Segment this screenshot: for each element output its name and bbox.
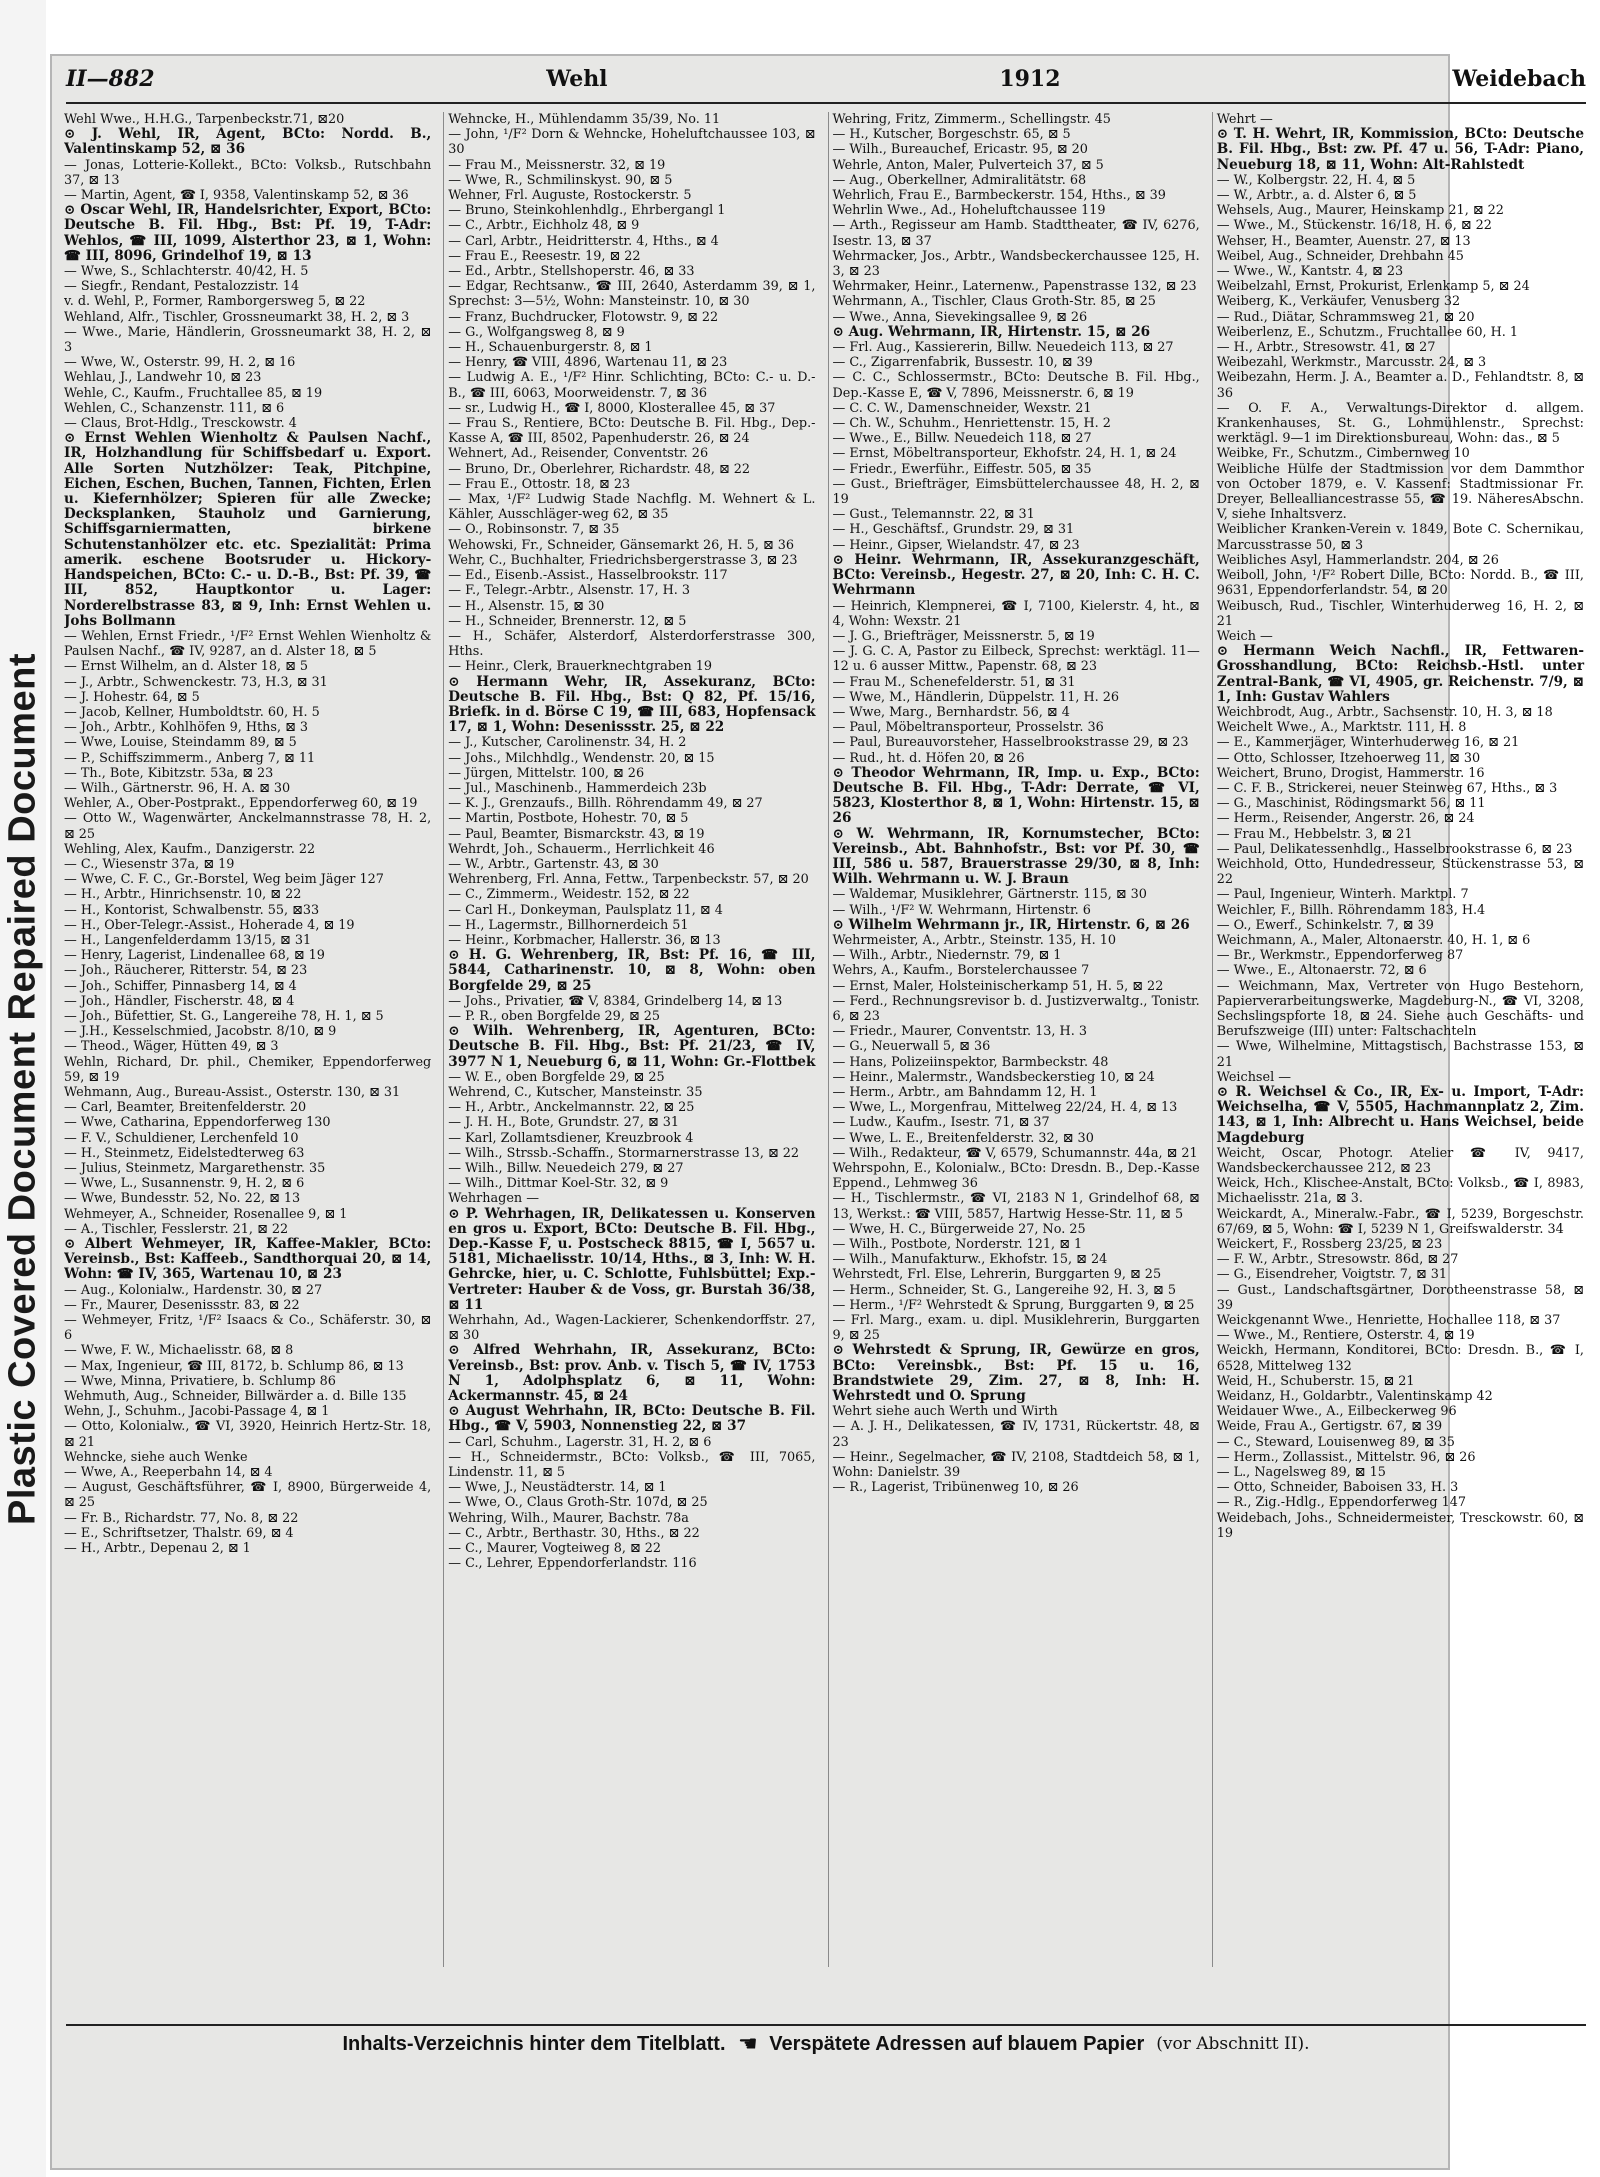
directory-entry: — O. F. A., Verwaltungs-Direktor d. allgem. Krankenhauses, St. G., Lohmühlenstr., Sprechst: werktägl. 9—1 im Direktionsbureau, Wohn: das., ⊠ 5 [1216, 400, 1584, 447]
directory-entry: — Heinr., Gipser, Wielandstr. 47, ⊠ 23 [832, 537, 1080, 553]
directory-entry: — H., Ober-Telegr.-Assist., Hoherade 4, ⊠ 19 [64, 917, 355, 933]
directory-entry: — C., Zigarrenfabrik, Bussestr. 10, ⊠ 39 [832, 355, 1093, 371]
directory-entry: — Bruno, Steinkohlenhdlg., Ehrbergangl 1 [448, 203, 726, 219]
directory-entry: — Fr., Maurer, Desenissstr. 83, ⊠ 22 [64, 1297, 300, 1313]
directory-entry: — Wehmeyer, Fritz, ¹/F² Isaacs & Co., Schäferstr. 30, ⊠ 6 [64, 1313, 432, 1344]
directory-entry: — Wwe, Wilhelmine, Mittagstisch, Bachstrasse 153, ⊠ 21 [1216, 1039, 1584, 1070]
directory-entry: — Paul, Delikatessenhdlg., Hasselbrookstrasse 6, ⊠ 23 [1216, 841, 1573, 857]
directory-entry: Wehle, C., Kaufm., Fruchtallee 85, ⊠ 19 [64, 385, 323, 401]
directory-entry: Wehncke, H., Mühlendamm 35/39, No. 11 [448, 112, 721, 127]
directory-entry: — Ed., Arbtr., Stellshoperstr. 46, ⊠ 33 [448, 264, 695, 280]
directory-entry: ⊙ W. Wehrmann, IR, Kornumstecher, BCto: Vereinsb., Abt. Bahnhofstr., Bst: vor Pf. 30, ☎ III, 586 u. 587, Brauerstrasse 29/30, ⊠ 8, Inh: Wilh. Wehrmann u. W. J. Braun [832, 825, 1200, 888]
directory-entry: Wehrstedt, Frl. Else, Lehrerin, Burggarten 9, ⊠ 25 [832, 1267, 1162, 1283]
directory-entry: — Wwe, H. C., Bürgerweide 27, No. 25 [832, 1221, 1086, 1237]
directory-entry: — C., Steward, Louisenweg 89, ⊠ 35 [1216, 1434, 1455, 1450]
directory-entry: — Wilh., Bureauchef, Ericastr. 95, ⊠ 20 [832, 142, 1088, 158]
directory-entry: — Paul, Möbeltransporteur, Prosselstr. 36 [832, 720, 1104, 736]
directory-entry: Wehrmacker, Jos., Arbtr., Wandsbeckerchaussee 125, H. 3, ⊠ 23 [832, 248, 1200, 280]
directory-entry: — Jonas, Lotterie-Kollekt., BCto: Volksb., Rutschbahn 37, ⊠ 13 [64, 157, 432, 188]
footer-late-addresses-note: Verspätete Adressen auf blauem Papier [769, 2032, 1145, 2055]
directory-entry: Weibel, Aug., Schneider, Drehbahn 45 [1216, 248, 1464, 264]
directory-entry: — Aug., Kolonialw., Hardenstr. 30, ⊠ 27 [64, 1282, 323, 1298]
directory-entry: — Joh., Büfettier, St. G., Langereihe 78, H. 1, ⊠ 5 [64, 1008, 384, 1024]
directory-entry: Wehr, C., Buchhalter, Friedrichsbergerstrasse 3, ⊠ 23 [448, 552, 798, 568]
directory-entry: Wehrhahn, Ad., Wagen-Lackierer, Schenkendorffstr. 27, ⊠ 30 [448, 1313, 816, 1344]
directory-entry: — Th., Bote, Kibitzstr. 53a, ⊠ 23 [64, 765, 274, 781]
directory-entry: ⊙ P. Wehrhagen, IR, Delikatessen u. Konserven en gros u. Export, BCto: Deutsche B. Fil. Hbg., Dep.-Kasse F, u. Postscheck 8815, ☎ I, 5657 u. 5181, Michaelisstr. 10/14, Hths., ⊠ 3, Inh: W. H. Gehrcke, hier, u. C. Schlotte, Fuhlsbüttel; Exp.-Vertreter: Hauber & de Voss, gr. Burstah 36/38, ⊠ 11 [448, 1205, 816, 1313]
page-number: II—882 [66, 66, 155, 92]
directory-entry: — Johs., Privatier, ☎ V, 8384, Grindelberg 14, ⊠ 13 [448, 993, 783, 1009]
directory-entry: — Rud., Diätar, Schrammsweg 21, ⊠ 20 [1216, 309, 1475, 325]
directory-entry: Weickh, Hermann, Konditorei, BCto: Dresdn. B., ☎ I, 6528, Mittelweg 132 [1216, 1343, 1584, 1374]
directory-entry: Weibelzahl, Ernst, Prokurist, Erlenkamp 5, ⊠ 24 [1216, 279, 1530, 295]
directory-entry: — Wwe, S., Schlachterstr. 40/42, H. 5 [64, 264, 309, 280]
directory-entry: — J.H., Kesselschmied, Jacobstr. 8/10, ⊠ 9 [64, 1024, 337, 1040]
directory-entry: Wehrlich, Frau E., Barmbeckerstr. 154, Hths., ⊠ 39 [832, 188, 1166, 204]
directory-entry: Wehsels, Aug., Maurer, Heinskamp 21, ⊠ 22 [1216, 203, 1504, 219]
directory-entry: — Wilh., Dittmar Koel-Str. 32, ⊠ 9 [448, 1176, 669, 1192]
spine-text: Plastic Covered Document Repaired Document [1, 652, 44, 1525]
directory-entry: — Paul, Bureauvorsteher, Hasselbrookstrasse 29, ⊠ 23 [832, 735, 1189, 751]
directory-entry: — L., Nagelsweg 89, ⊠ 15 [1216, 1465, 1386, 1481]
directory-entry: — F. V., Schuldiener, Lerchenfeld 10 [64, 1130, 299, 1146]
directory-entry: Weichhold, Otto, Hundedresseur, Stückenstrasse 53, ⊠ 22 [1216, 856, 1584, 888]
directory-entry: — H., Steinmetz, Eidelstedterweg 63 [64, 1145, 305, 1161]
directory-column [1212, 112, 1588, 1967]
directory-entry: — R., Lagerist, Tribünenweg 10, ⊠ 26 [832, 1480, 1079, 1496]
directory-entry: — Martin, Agent, ☎ I, 9358, Valentinskamp 52, ⊠ 36 [64, 188, 409, 204]
directory-entry: — C., Arbtr., Eichholz 48, ⊠ 9 [448, 218, 640, 234]
directory-entry: — E., Kammerjäger, Winterhuderweg 16, ⊠ 21 [1216, 735, 1520, 751]
directory-entry: — Joh., Händler, Fischerstr. 48, ⊠ 4 [64, 993, 295, 1009]
directory-entry: Wehlau, J., Landwehr 10, ⊠ 23 [64, 370, 262, 386]
directory-entry: — Otto, Kolonialw., ☎ VI, 3920, Heinrich Hertz-Str. 18, ⊠ 21 [64, 1419, 432, 1450]
directory-entry: ⊙ H. G. Wehrenberg, IR, Bst: Pf. 16, ☎ III, 5844, Catharinenstr. 10, ⊠ 8, Wohn: oben Borgfelde 29, ⊠ 25 [448, 947, 816, 994]
directory-entry: Weichler, F., Billh. Röhrendamm 183, H.4 [1216, 902, 1486, 918]
directory-column [64, 112, 435, 1967]
directory-entry: ⊙ Hermann Weich Nachfl., IR, Fettwaren-Grosshandlung, BCto: Reichsb.-Hstl. unter Zentral-Bank, ☎ VI, 4905, gr. Reichenstr. 7/9, ⊠ 1, Inh: Gustav Wahlers [1216, 643, 1584, 705]
directory-entry: Wehring, Fritz, Zimmerm., Schellingstr. 45 [832, 112, 1111, 127]
directory-entry: — J. G., Briefträger, Meissnerstr. 5, ⊠ 19 [832, 628, 1095, 644]
directory-entry: Wehlen, C., Schanzenstr. 111, ⊠ 6 [64, 400, 285, 416]
directory-entry: Weicht, Oscar, Photogr. Atelier ☎ IV, 9417, Wandsbeckerchaussee 212, ⊠ 23 [1216, 1145, 1584, 1177]
directory-entry: Weid, H., Schuberstr. 15, ⊠ 21 [1216, 1373, 1415, 1389]
directory-entry: — Friedr., Maurer, Conventstr. 13, H. 3 [832, 1024, 1087, 1040]
directory-entry: — Paul, Beamter, Bismarckstr. 43, ⊠ 19 [448, 826, 705, 842]
footer-index-note: Inhalts-Verzeichnis hinter dem Titelblatt. [342, 2032, 726, 2055]
directory-entry: — H., Schneidermstr., BCto: Volksb., ☎ III, 7065, Lindenstr. 11, ⊠ 5 [448, 1449, 816, 1481]
directory-entry: — Frau M., Hebbelstr. 3, ⊠ 21 [1216, 826, 1413, 842]
directory-entry: Weidebach, Johs., Schneidermeister, Tresckowstr. 60, ⊠ 19 [1216, 1510, 1584, 1541]
directory-entry: — Carl H., Donkeyman, Paulsplatz 11, ⊠ 4 [448, 902, 723, 918]
directory-entry: Weibke, Fr., Schutzm., Cimbernweg 10 [1216, 446, 1470, 462]
directory-entry: — G., Maschinist, Rödingsmarkt 56, ⊠ 11 [1216, 796, 1486, 812]
directory-entry: — G., Eisendreher, Voigtstr. 7, ⊠ 31 [1216, 1267, 1448, 1283]
directory-entry: Wehner, Frl. Auguste, Rostockerstr. 5 [448, 188, 692, 204]
directory-entry: ⊙ Wilh. Wehrenberg, IR, Agenturen, BCto: Deutsche B. Fil. Hbg., Bst: Pf. 21/23, ☎ IV, 3977 N 1, Neueburg 6, ⊠ 11, Wohn: Gr.-Flottbek [448, 1023, 816, 1070]
directory-entry: — Carl, Arbtr., Heidritterstr. 4, Hths., ⊠ 4 [448, 233, 719, 249]
directory-entry: — H., Geschäftsf., Grundstr. 29, ⊠ 31 [832, 522, 1075, 538]
directory-entry: — Heinrich, Klempnerei, ☎ I, 7100, Kielerstr. 4, ht., ⊠ 4, Wohn: Wexstr. 21 [832, 598, 1200, 629]
directory-entry: — Wilh., Gärtnerstr. 96, H. A. ⊠ 30 [64, 780, 291, 796]
directory-entry: — C., Zimmerm., Weidestr. 152, ⊠ 22 [448, 887, 690, 903]
directory-entry: — Franz, Buchdrucker, Flotowstr. 9, ⊠ 22 [448, 309, 719, 325]
directory-entry: — Ernst, Maler, Holsteinischerkamp 51, H. 5, ⊠ 22 [832, 978, 1164, 994]
directory-entry: — Wwe, A., Reeperbahn 14, ⊠ 4 [64, 1465, 273, 1481]
directory-entry: Weickgenannt Wwe., Henriette, Hochallee 118, ⊠ 37 [1216, 1313, 1561, 1329]
directory-entry: Wehn, J., Schuhm., Jacobi-Passage 4, ⊠ 1 [64, 1404, 330, 1420]
directory-entry: — Wwe., M., Stückenstr. 16/18, H. 6, ⊠ 22 [1216, 218, 1492, 234]
directory-entry: Weibezahl, Werkmstr., Marcusstr. 24, ⊠ 3 [1216, 355, 1487, 371]
directory-entry: — Wwe, L., Susannenstr. 9, H. 2, ⊠ 6 [64, 1176, 305, 1192]
directory-entry: Wehmeyer, A., Schneider, Rosenallee 9, ⊠ 1 [64, 1206, 348, 1222]
directory-entry: — H., Lagermstr., Billhornerdeich 51 [448, 917, 689, 933]
directory-entry: — Wilh., Manufakturw., Ekhofstr. 15, ⊠ 24 [832, 1252, 1108, 1268]
directory-entry: — Rud., ht. d. Höfen 20, ⊠ 26 [832, 750, 1025, 766]
directory-entry: — C., Wiesenstr 37a, ⊠ 19 [64, 856, 235, 872]
directory-entry: — Wwe, R., Schmilinskyst. 90, ⊠ 5 [448, 172, 673, 188]
directory-entry: — Frau E., Reesestr. 19, ⊠ 22 [448, 248, 641, 264]
directory-entry: Weiberlenz, E., Schutzm., Fruchtallee 60, H. 1 [1216, 324, 1519, 340]
directory-entry: — Wilh., Postbote, Norderstr. 121, ⊠ 1 [832, 1237, 1083, 1253]
directory-entry: — Ch. W., Schuhm., Henriettenstr. 15, H. 2 [832, 416, 1111, 432]
directory-entry: Wehrmeister, A., Arbtr., Steinstr. 135, H. 10 [832, 932, 1117, 948]
directory-entry: Weichsel — [1216, 1069, 1292, 1085]
directory-entry: — Otto, Schneider, Baboisen 33, H. 3 [1216, 1480, 1459, 1496]
page-header [66, 56, 1586, 104]
directory-entry: Wehl Wwe., H.H.G., Tarpenbeckstr.71, ⊠20 [64, 112, 345, 127]
directory-entry: — Wwe, W., Osterstr. 99, H. 2, ⊠ 16 [64, 355, 296, 371]
directory-entry: — Herm., ¹/F² Wehrstedt & Sprung, Burggarten 9, ⊠ 25 [832, 1297, 1195, 1313]
directory-entry: Wehmann, Aug., Bureau-Assist., Osterstr. 130, ⊠ 31 [64, 1085, 401, 1100]
directory-entry: — sr., Ludwig H., ☎ I, 8000, Klosterallee 45, ⊠ 37 [448, 400, 776, 416]
directory-entry: Wehrmann, A., Tischler, Claus Groth-Str. 85, ⊠ 25 [832, 294, 1156, 310]
directory-entry: — Herm., Schneider, St. G., Langereihe 92, H. 3, ⊠ 5 [832, 1282, 1176, 1298]
directory-entry: — Wwe., E., Billw. Neuedeich 118, ⊠ 27 [832, 431, 1092, 447]
footer-aside: (vor Abschnitt II). [1156, 2034, 1310, 2054]
directory-entry: — Wwe., M., Rentiere, Osterstr. 4, ⊠ 19 [1216, 1328, 1475, 1344]
directory-entry: — Frau M., Schenefelderstr. 51, ⊠ 31 [832, 674, 1076, 690]
directory-entry: — J., Kutscher, Carolinenstr. 34, H. 2 [448, 735, 687, 751]
directory-entry: — Ferd., Rechnungsrevisor b. d. Justizverwaltg., Tonistr. 6, ⊠ 23 [832, 993, 1200, 1024]
directory-entry: ⊙ Heinr. Wehrmann, IR, Assekuranzgeschäft, BCto: Vereinsb., Hegestr. 27, ⊠ 20, Inh: C. H. C. Wehrmann [832, 551, 1200, 599]
directory-entry: — Heinr., Malermstr., Wandsbeckerstieg 10, ⊠ 24 [832, 1069, 1155, 1085]
directory-entry: — Heinr., Segelmacher, ☎ IV, 2108, Stadtdeich 58, ⊠ 1, Wohn: Danielstr. 39 [832, 1449, 1200, 1481]
directory-entry: — Wilh., Arbtr., Niedernstr. 79, ⊠ 1 [832, 948, 1062, 964]
directory-entry: — Waldemar, Musiklehrer, Gärtnerstr. 115, ⊠ 30 [832, 887, 1147, 903]
directory-entry: ⊙ Wehrstedt & Sprung, IR, Gewürze en gros, BCto: Vereinsbk., Bst: Pf. 15 u. 16, Brandstwiete 29, Zim. 27, ⊠ 8, Inh: H. Wehrstedt und O. Sprung [832, 1342, 1200, 1405]
directory-entry: — H., Schäfer, Alsterdorf, Alsterdorferstrasse 300, Hths. [448, 628, 816, 660]
directory-entry: — Wehlen, Ernst Friedr., ¹/F² Ernst Wehlen Wienholtz & Paulsen Nachf., ☎ IV, 9287, an d. Alster 18, ⊠ 5 [64, 628, 432, 660]
directory-entry: — H., Langenfelderdamm 13/15, ⊠ 31 [64, 932, 312, 948]
directory-entry: — Frl. Marg., exam. u. dipl. Musiklehrerin, Burggarten 9, ⊠ 25 [832, 1313, 1200, 1344]
directory-entry: — Wwe, Marg., Bernhardstr. 56, ⊠ 4 [832, 704, 1070, 720]
directory-entry: — Wwe, Catharina, Eppendorferweg 130 [64, 1115, 331, 1131]
directory-entry: — Herm., Reisender, Angerstr. 26, ⊠ 24 [1216, 811, 1475, 827]
directory-entry: — F., Telegr.-Arbtr., Alsenstr. 17, H. 3 [448, 583, 691, 599]
directory-entry: ⊙ Wilhelm Wehrmann jr., IR, Hirtenstr. 6, ⊠ 26 [832, 916, 1190, 933]
directory-entry: ⊙ J. Wehl, IR, Agent, BCto: Nordd. B., Valentinskamp 52, ⊠ 36 [64, 126, 432, 158]
directory-entry: — H., Alsenstr. 15, ⊠ 30 [448, 598, 605, 614]
directory-entry: — C. C. W., Damenschneider, Wexstr. 21 [832, 400, 1092, 416]
directory-entry: — O., Robinsonstr. 7, ⊠ 35 [448, 522, 620, 538]
directory-entry: Wehler, A., Ober-Postprakt., Eppendorferweg 60, ⊠ 19 [64, 796, 418, 812]
directory-entry: — Johs., Milchhdlg., Wendenstr. 20, ⊠ 15 [448, 750, 715, 766]
directory-entry: ⊙ Alfred Wehrhahn, IR, Assekuranz, BCto: Vereinsb., Bst: prov. Anb. v. Tisch 5, ☎ IV, 1753 N 1, Adolphsplatz 6, ⊠ 11, Wohn: Ackermannstr. 45, ⊠ 24 [448, 1342, 816, 1405]
directory-entry: Wehrhagen — [448, 1191, 540, 1207]
directory-entry: ⊙ Ernst Wehlen Wienholtz & Paulsen Nachf., IR, Holzhandlung für Schiffsbedarf u. Export. Alle Sorten Nutzhölzer: Teak, Pitchpine, Eichen, Eschen, Buchen, Tannen, Fichten, Erlen u. Kiefernhölzer; Spieren für alle Zwecke; Decksplanken, Stauholz und Garnierung, Schiffsgarniermatten, birkene Schutenstanhölzer etc. etc. Spezialität: Prima amerik. eschene Bootsruder u. Hickory-Handspeichen, BCto: C.- u. D.-B., Bst: Pf. 39, ☎ III, 852, Hauptkontor u. Lager: Norderelbstrasse 83, ⊠ 9, Inh: Ernst Wehlen u. Johs Bollmann [64, 430, 432, 629]
directory-entry: — Gust., Landschaftsgärtner, Dorotheenstrasse 58, ⊠ 39 [1216, 1282, 1584, 1313]
directory-entry: — Jul., Maschinenb., Hammerdeich 23b [448, 780, 707, 796]
directory-entry: Weickardt, A., Mineralw.-Fabr., ☎ I, 5239, Borgeschstr. 67/69, ⊠ 5, Wohn: ☎ I, 5239 N 1, Greifswalderstr. 34 [1216, 1206, 1584, 1237]
directory-entry: Wehnert, Ad., Reisender, Conventstr. 26 [448, 446, 709, 462]
directory-entry: — Gust., Briefträger, Eimsbüttelerchaussee 48, H. 2, ⊠ 19 [832, 476, 1200, 508]
directory-entry: — Aug., Oberkellner, Admiralitätstr. 68 [832, 172, 1087, 188]
directory-entry: — Julius, Steinmetz, Margarethenstr. 35 [64, 1161, 326, 1177]
directory-entry: — H., Kutscher, Borgeschstr. 65, ⊠ 5 [832, 127, 1071, 143]
directory-entry: — Weichmann, Max, Vertreter von Hugo Bestehorn, Papierverarbeitungswerke, Magdeburg-N., ☎ VI, 3208, Sechslingspforte 18, ⊠ 24. Siehe auch Geschäfts- und Berufszweige (III) unter: Faltschachteln [1216, 978, 1584, 1040]
directory-entry: ⊙ Oscar Wehl, IR, Handelsrichter, Export, BCto: Deutsche B. Fil. Hbg., Bst: Pf. 19, T-Adr: Wehlos, ☎ III, 1099, Alsterthor 23, ⊠ 1, Wohn: ☎ III, 8096, Grindelhof 19, ⊠ 13 [64, 202, 432, 264]
directory-entry: Wehrlin Wwe., Ad., Hoheluftchaussee 119 [832, 203, 1106, 219]
scan-spine-label [0, 0, 46, 2177]
directory-entry: Wehrmaker, Heinr., Laternenw., Papenstrasse 132, ⊠ 23 [832, 279, 1197, 295]
directory-entry: Weidanz, H., Goldarbtr., Valentinskamp 42 [1216, 1389, 1493, 1405]
directory-entry: ⊙ Hermann Wehr, IR, Assekuranz, BCto: Deutsche B. Fil. Hbg., Bst: Q 82, Pf. 15/16, Briefk. in d. Börse C 19, ☎ III, 683, Hopfensack 17, ⊠ 1, Wohn: Desenissstr. 25, ⊠ 22 [448, 673, 816, 736]
directory-entry: — Heinr., Clerk, Brauerknechtgraben 19 [448, 659, 713, 675]
directory-entry: — K. J., Grenzaufs., Billh. Röhrendamm 49, ⊠ 27 [448, 796, 763, 812]
directory-entry: Weick, Hch., Klischee-Anstalt, BCto: Volksb., ☎ I, 8983, Michaelisstr. 21a, ⊠ 3. [1216, 1176, 1584, 1207]
directory-entry: — Gust., Telemannstr. 22, ⊠ 31 [832, 507, 1035, 523]
directory-entry: Weibusch, Rud., Tischler, Winterhuderweg 16, H. 2, ⊠ 21 [1216, 598, 1584, 629]
directory-entry: — G., Wolfgangsweg 8, ⊠ 9 [448, 324, 625, 340]
directory-entry: — H., Arbtr., Anckelmannstr. 22, ⊠ 25 [448, 1100, 695, 1116]
directory-entry: — Ludwig A. E., ¹/F² Hinr. Schlichting, BCto: C.- u. D.-B., ☎ III, 6063, Moorweidenstr. 7, ⊠ 36 [448, 370, 816, 401]
directory-entry: — Br., Werkmstr., Eppendorferweg 87 [1216, 948, 1464, 964]
directory-entry: — Martin, Postbote, Hohestr. 70, ⊠ 5 [448, 811, 689, 827]
directory-entry: — J. H. H., Bote, Grundstr. 27, ⊠ 31 [448, 1115, 680, 1131]
directory-entry: — H., Schneider, Brennerstr. 12, ⊠ 5 [448, 613, 687, 629]
directory-entry: Weibliche Hülfe der Stadtmission vor dem Dammthor von October 1879, e. V. Kassenf: Stadtmissionar Fr. Dreyer, Bellealliancestrasse 55, ☎ 19. NäheresAbschn. V, siehe Inhaltsverz. [1216, 461, 1584, 523]
directory-entry: — Herm., Arbtr., am Bahndamm 12, H. 1 [832, 1085, 1098, 1100]
directory-columns [64, 112, 1588, 1967]
directory-entry: — W., Arbtr., a. d. Alster 6, ⊠ 5 [1216, 188, 1417, 204]
directory-entry: — Theod., Wäger, Hütten 49, ⊠ 3 [64, 1039, 279, 1055]
directory-entry: — Ernst, Möbeltransporteur, Ekhofstr. 24, H. 1, ⊠ 24 [832, 446, 1177, 462]
directory-entry: ⊙ T. H. Wehrt, IR, Kommission, BCto: Deutsche B. Fil. Hbg., Bst: zw. Pf. 47 u. 56, T-Adr: Piano, Neueburg 18, ⊠ 11, Wohn: Alt-Rahlstedt [1216, 126, 1584, 173]
directory-entry: — Wwe., W., Kantstr. 4, ⊠ 23 [1216, 264, 1404, 280]
directory-entry: — Henry, ☎ VIII, 4896, Wartenau 11, ⊠ 23 [448, 355, 728, 371]
directory-entry: — H., Arbtr., Depenau 2, ⊠ 1 [64, 1541, 251, 1557]
directory-column [828, 112, 1204, 1967]
directory-entry: ⊙ Theodor Wehrmann, IR, Imp. u. Exp., BCto: Deutsche B. Fil. Hbg., T-Adr: Derrate, ☎ VI, 5823, Klosterthor 8, ⊠ 1, Wohn: Hirtenstr. 15, ⊠ 26 [832, 764, 1200, 827]
directory-entry: — Wwe, Bundesstr. 52, No. 22, ⊠ 13 [64, 1191, 301, 1207]
directory-entry: — H., Tischlermstr., ☎ VI, 2183 N 1, Grindelhof 68, ⊠ 13, Werkst.: ☎ VIII, 5857, Hartwig Hesse-Str. 11, ⊠ 5 [832, 1191, 1200, 1222]
directory-entry: — H., Kontorist, Schwalbenstr. 55, ⊠33 [64, 902, 320, 918]
directory-entry: — Henry, Lagerist, Lindenallee 68, ⊠ 19 [64, 948, 325, 964]
directory-entry: — Edgar, Rechtsanw., ☎ III, 2640, Asterdamm 39, ⊠ 1, Sprechst: 3—5½, Wohn: Mansteinstr. 10, ⊠ 30 [448, 279, 816, 310]
directory-entry: — Wwe, J., Neustädterstr. 14, ⊠ 1 [448, 1480, 667, 1496]
directory-entry: Weickert, F., Rossberg 23/25, ⊠ 23 [1216, 1237, 1443, 1253]
directory-entry: — C., Maurer, Vogteiweg 8, ⊠ 22 [448, 1541, 662, 1557]
directory-entry: — C., Lehrer, Eppendorferlandstr. 116 [448, 1556, 697, 1572]
directory-entry: — Frau S., Rentiere, BCto: Deutsche B. Fil. Hbg., Dep.-Kasse A, ☎ III, 8502, Papenhuderstr. 26, ⊠ 24 [448, 416, 816, 447]
directory-entry: — Carl, Schuhm., Lagerstr. 31, H. 2, ⊠ 6 [448, 1434, 712, 1450]
directory-entry: — Bruno, Dr., Oberlehrer, Richardstr. 48, ⊠ 22 [448, 461, 751, 477]
page-footer [66, 2024, 1586, 2062]
directory-entry: Weich — [1216, 628, 1273, 644]
directory-entry: — J. G. C. A, Pastor zu Eilbeck, Sprechst: werktägl. 11—12 u. 6 ausser Mittw., Papenstr. 68, ⊠ 23 [832, 644, 1200, 675]
directory-entry: — Wwe., Marie, Händlerin, Grossneumarkt 38, H. 2, ⊠ 3 [64, 324, 432, 356]
directory-entry: — Frl. Aug., Kassiererin, Billw. Neuedeich 113, ⊠ 27 [832, 340, 1174, 356]
directory-entry: — John, ¹/F² Dorn & Wehncke, Hoheluftchaussee 103, ⊠ 30 [448, 127, 816, 158]
directory-entry: Weide, Frau A., Gertigstr. 67, ⊠ 39 [1216, 1419, 1443, 1435]
directory-entry: Wehrspohn, E., Kolonialw., BCto: Dresdn. B., Dep.-Kasse Eppend., Lehmweg 36 [832, 1161, 1200, 1192]
directory-entry: Weibezahn, Herm. J. A., Beamter a. D., Fehlandtstr. 8, ⊠ 36 [1216, 370, 1584, 401]
directory-entry: — Frau E., Ottostr. 18, ⊠ 23 [448, 476, 631, 492]
directory-entry: — Jürgen, Mittelstr. 100, ⊠ 26 [448, 765, 645, 781]
directory-entry: — Friedr., Ewerführ., Eiffestr. 505, ⊠ 35 [832, 461, 1092, 477]
directory-entry: — Wwe, Minna, Privatiere, b. Schlump 86 [64, 1373, 336, 1389]
directory-entry: Wehrenberg, Frl. Anna, Fettw., Tarpenbeckstr. 57, ⊠ 20 [448, 872, 809, 888]
directory-entry: Weidauer Wwe., A., Eilbeckerweg 96 [1216, 1404, 1457, 1420]
directory-entry: ⊙ Albert Wehmeyer, IR, Kaffee-Makler, BCto: Vereinsb., Bst: Kaffeeb., Sandthorquai 20, ⊠ 14, Wohn: ☎ IV, 365, Wartenau 10, ⊠ 23 [64, 1236, 432, 1283]
directory-entry: — Max, Ingenieur, ☎ III, 8172, b. Schlump 86, ⊠ 13 [64, 1358, 404, 1374]
directory-entry: — Wwe, O., Claus Groth-Str. 107d, ⊠ 25 [448, 1495, 708, 1511]
directory-entry: — A. J. H., Delikatessen, ☎ IV, 1731, Rückertstr. 48, ⊠ 23 [832, 1419, 1200, 1450]
directory-entry: Weiboll, John, ¹/F² Robert Dille, BCto: Nordd. B., ☎ III, 9631, Eppendorferlandstr. 54, ⊠ 20 [1216, 568, 1584, 599]
directory-entry: Wehring, Wilh., Maurer, Bachstr. 78a [448, 1510, 689, 1526]
directory-entry: — Wwe, L., Morgenfrau, Mittelweg 22/24, H. 4, ⊠ 13 [832, 1100, 1178, 1116]
directory-entry: — Wwe., E., Altonaerstr. 72, ⊠ 6 [1216, 963, 1427, 979]
directory-entry: — Joh., Arbtr., Kohlhöfen 9, Hths, ⊠ 3 [64, 720, 309, 736]
directory-entry: — Wwe, L. E., Breitenfelderstr. 32, ⊠ 30 [832, 1130, 1094, 1146]
directory-entry: Wehling, Alex, Kaufm., Danzigerstr. 22 [64, 841, 316, 857]
directory-entry: Weiberg, K., Verkäufer, Venusberg 32 [1216, 294, 1461, 310]
directory-entry: — C. F. B., Strickerei, neuer Steinweg 67, Hths., ⊠ 3 [1216, 780, 1558, 796]
directory-entry: — Ludw., Kaufm., Isestr. 71, ⊠ 37 [832, 1115, 1050, 1131]
directory-entry: — A., Tischler, Fesslerstr. 21, ⊠ 22 [64, 1221, 289, 1237]
directory-entry: — Wilh., Billw. Neuedeich 279, ⊠ 27 [448, 1161, 684, 1177]
directory-entry: — Claus, Brot-Hdlg., Tresckowstr. 4 [64, 416, 297, 432]
directory-entry: — Joh., Räucherer, Ritterstr. 54, ⊠ 23 [64, 963, 308, 979]
directory-entry: — Frau M., Meissnerstr. 32, ⊠ 19 [448, 157, 666, 173]
directory-entry: — F. W., Arbtr., Stresowstr. 86d, ⊠ 27 [1216, 1252, 1459, 1268]
directory-entry: — Siegfr., Rendant, Pestalozzistr. 14 [64, 279, 300, 295]
directory-entry: — J. Hohestr. 64, ⊠ 5 [64, 689, 200, 705]
directory-entry: — Wwe, Louise, Steindamm 89, ⊠ 5 [64, 735, 297, 751]
directory-entry: — W., Arbtr., Gartenstr. 43, ⊠ 30 [448, 856, 659, 872]
directory-entry: Wehmuth, Aug., Schneider, Billwärder a. d. Bille 135 [64, 1389, 407, 1405]
directory-entry: — Otto W., Wagenwärter, Anckelmannstrasse 78, H. 2, ⊠ 25 [64, 811, 432, 842]
directory-entry: — P., Schiffszimmerm., Anberg 7, ⊠ 11 [64, 750, 316, 766]
directory-entry: — H., Schauenburgerstr. 8, ⊠ 1 [448, 340, 653, 356]
directory-entry: Weichelt Wwe., A., Marktstr. 111, H. 8 [1216, 720, 1467, 736]
directory-entry: Wehrt siehe auch Werth und Wirth [832, 1404, 1058, 1420]
directory-entry: — C., Arbtr., Berthastr. 30, Hths., ⊠ 22 [448, 1525, 700, 1541]
directory-entry: — Arth., Regisseur am Hamb. Stadttheater, ☎ IV, 6276, Isestr. 13, ⊠ 37 [832, 218, 1200, 249]
directory-entry: Wehrend, C., Kutscher, Mansteinstr. 35 [448, 1085, 703, 1100]
directory-entry: — Wwe, C. F. C., Gr.-Borstel, Weg beim Jäger 127 [64, 872, 384, 888]
directory-entry: — W. E., oben Borgfelde 29, ⊠ 25 [448, 1069, 665, 1085]
directory-entry: Weichmann, A., Maler, Altonaerstr. 40, H. 1, ⊠ 6 [1216, 932, 1531, 948]
directory-entry: — Joh., Schiffer, Pinnasberg 14, ⊠ 4 [64, 978, 297, 994]
header-year: 1912 [999, 66, 1061, 92]
directory-entry: — W., Kolbergstr. 22, H. 4, ⊠ 5 [1216, 172, 1416, 188]
directory-entry: — August, Geschäftsführer, ☎ I, 8900, Bürgerweide 4, ⊠ 25 [64, 1480, 432, 1511]
directory-entry: — Hans, Polizeiinspektor, Barmbeckstr. 48 [832, 1054, 1109, 1070]
directory-entry: — Wilh., Strssb.-Schaffn., Stormarnerstrasse 13, ⊠ 22 [448, 1145, 800, 1161]
directory-entry: Wehrs, A., Kaufm., Borstelerchaussee 7 [832, 963, 1090, 979]
header-last-word: Weidebach [1452, 66, 1586, 92]
directory-entry: — Max, ¹/F² Ludwig Stade Nachflg. M. Wehnert & L. Kähler, Ausschläger-weg 62, ⊠ 35 [448, 492, 816, 523]
directory-entry: Wehln, Richard, Dr. phil., Chemiker, Eppendorferweg 59, ⊠ 19 [64, 1054, 432, 1085]
directory-entry: Wehrle, Anton, Maler, Pulverteich 37, ⊠ 5 [832, 157, 1104, 173]
directory-entry: — C. C., Schlossermstr., BCto: Deutsche B. Fil. Hbg., Dep.-Kasse E, ☎ V, 7896, Meissnerstr. 6, ⊠ 19 [832, 370, 1200, 401]
directory-entry: — H., Arbtr., Hinrichsenstr. 10, ⊠ 22 [64, 887, 302, 903]
directory-entry: Weiblicher Kranken-Verein v. 1849, Bote C. Schernikau, Marcusstrasse 50, ⊠ 3 [1216, 522, 1584, 553]
directory-entry: — R., Zig.-Hdlg., Eppendorferweg 147 [1216, 1495, 1467, 1511]
directory-entry: — Otto, Schlosser, Itzehoerweg 11, ⊠ 30 [1216, 750, 1481, 766]
directory-entry: — Paul, Ingenieur, Winterh. Marktpl. 7 [1216, 887, 1469, 903]
directory-entry: Wehrt — [1216, 112, 1273, 127]
directory-entry: — Carl, Beamter, Breitenfelderstr. 20 [64, 1100, 307, 1116]
directory-entry: — O., Ewerf., Schinkelstr. 7, ⊠ 39 [1216, 917, 1434, 933]
directory-entry: — Ernst Wilhelm, an d. Alster 18, ⊠ 5 [64, 659, 309, 675]
directory-entry: Wehowski, Fr., Schneider, Gänsemarkt 26, H. 5, ⊠ 36 [448, 537, 795, 553]
directory-entry: ⊙ August Wehrhahn, IR, BCto: Deutsche B. Fil. Hbg., ☎ V, 5903, Nonnenstieg 22, ⊠ 37 [448, 1403, 816, 1435]
directory-entry: ⊙ R. Weichsel & Co., IR, Ex- u. Import, T-Adr: Weichselha, ☎ V, 5505, Hachmannplatz 2, Zim. 143, ⊠ 1, Inh: Albrecht u. Hans Weichsel, beide Magdeburg [1216, 1084, 1584, 1146]
header-first-word: Wehl [546, 66, 608, 92]
directory-entry: — Wwe, F. W., Michaelisstr. 68, ⊠ 8 [64, 1343, 294, 1359]
directory-column [443, 112, 819, 1967]
directory-entry: — Karl, Zollamtsdiener, Kreuzbrook 4 [448, 1130, 694, 1146]
directory-entry: — Wilh., Redakteur, ☎ V, 6579, Schumannstr. 44a, ⊠ 21 [832, 1145, 1198, 1161]
directory-entry: Wehland, Alfr., Tischler, Grossneumarkt 38, H. 2, ⊠ 3 [64, 309, 410, 325]
directory-entry: — Wilh., ¹/F² W. Wehrmann, Hirtenstr. 6 [832, 902, 1091, 918]
directory-entry: — E., Schriftsetzer, Thalstr. 69, ⊠ 4 [64, 1525, 294, 1541]
directory-entry: — Heinr., Korbmacher, Hallerstr. 36, ⊠ 13 [448, 932, 721, 948]
directory-entry: Weichbrodt, Aug., Arbtr., Sachsenstr. 10, H. 3, ⊠ 18 [1216, 704, 1553, 720]
directory-entry: — P. R., oben Borgfelde 29, ⊠ 25 [448, 1008, 661, 1024]
directory-entry: — Wwe., Anna, Sievekingsallee 9, ⊠ 26 [832, 309, 1088, 325]
directory-entry: — G., Neuerwall 5, ⊠ 36 [832, 1039, 991, 1055]
directory-entry: Weichert, Bruno, Drogist, Hammerstr. 16 [1216, 765, 1485, 781]
directory-entry: — Wwe, M., Händlerin, Düppelstr. 11, H. 26 [832, 689, 1120, 705]
directory-entry: Weibliches Asyl, Hammerlandstr. 204, ⊠ 26 [1216, 552, 1499, 568]
directory-entry: — Jacob, Kellner, Humboldtstr. 60, H. 5 [64, 704, 320, 720]
directory-entry: Wehser, H., Beamter, Auenstr. 27, ⊠ 13 [1216, 233, 1471, 249]
pointing-hand-icon: ☛ [737, 2031, 758, 2056]
directory-entry: — J., Arbtr., Schwenckestr. 73, H.3, ⊠ 31 [64, 674, 328, 690]
directory-entry: ⊙ Aug. Wehrmann, IR, Hirtenstr. 15, ⊠ 26 [832, 323, 1151, 340]
directory-entry: Wehrdt, Joh., Schauerm., Herrlichkeit 46 [448, 841, 715, 857]
directory-entry: — Herm., Zollassist., Mittelstr. 96, ⊠ 26 [1216, 1449, 1476, 1465]
directory-entry: — Ed., Eisenb.-Assist., Hasselbrookstr. 117 [448, 568, 728, 584]
directory-entry: — Fr. B., Richardstr. 77, No. 8, ⊠ 22 [64, 1510, 299, 1526]
directory-entry: — H., Arbtr., Stresowstr. 41, ⊠ 27 [1216, 340, 1436, 356]
directory-entry: v. d. Wehl, P., Former, Ramborgersweg 5, ⊠ 22 [64, 294, 366, 310]
directory-entry: Wehncke, siehe auch Wenke [64, 1449, 248, 1465]
